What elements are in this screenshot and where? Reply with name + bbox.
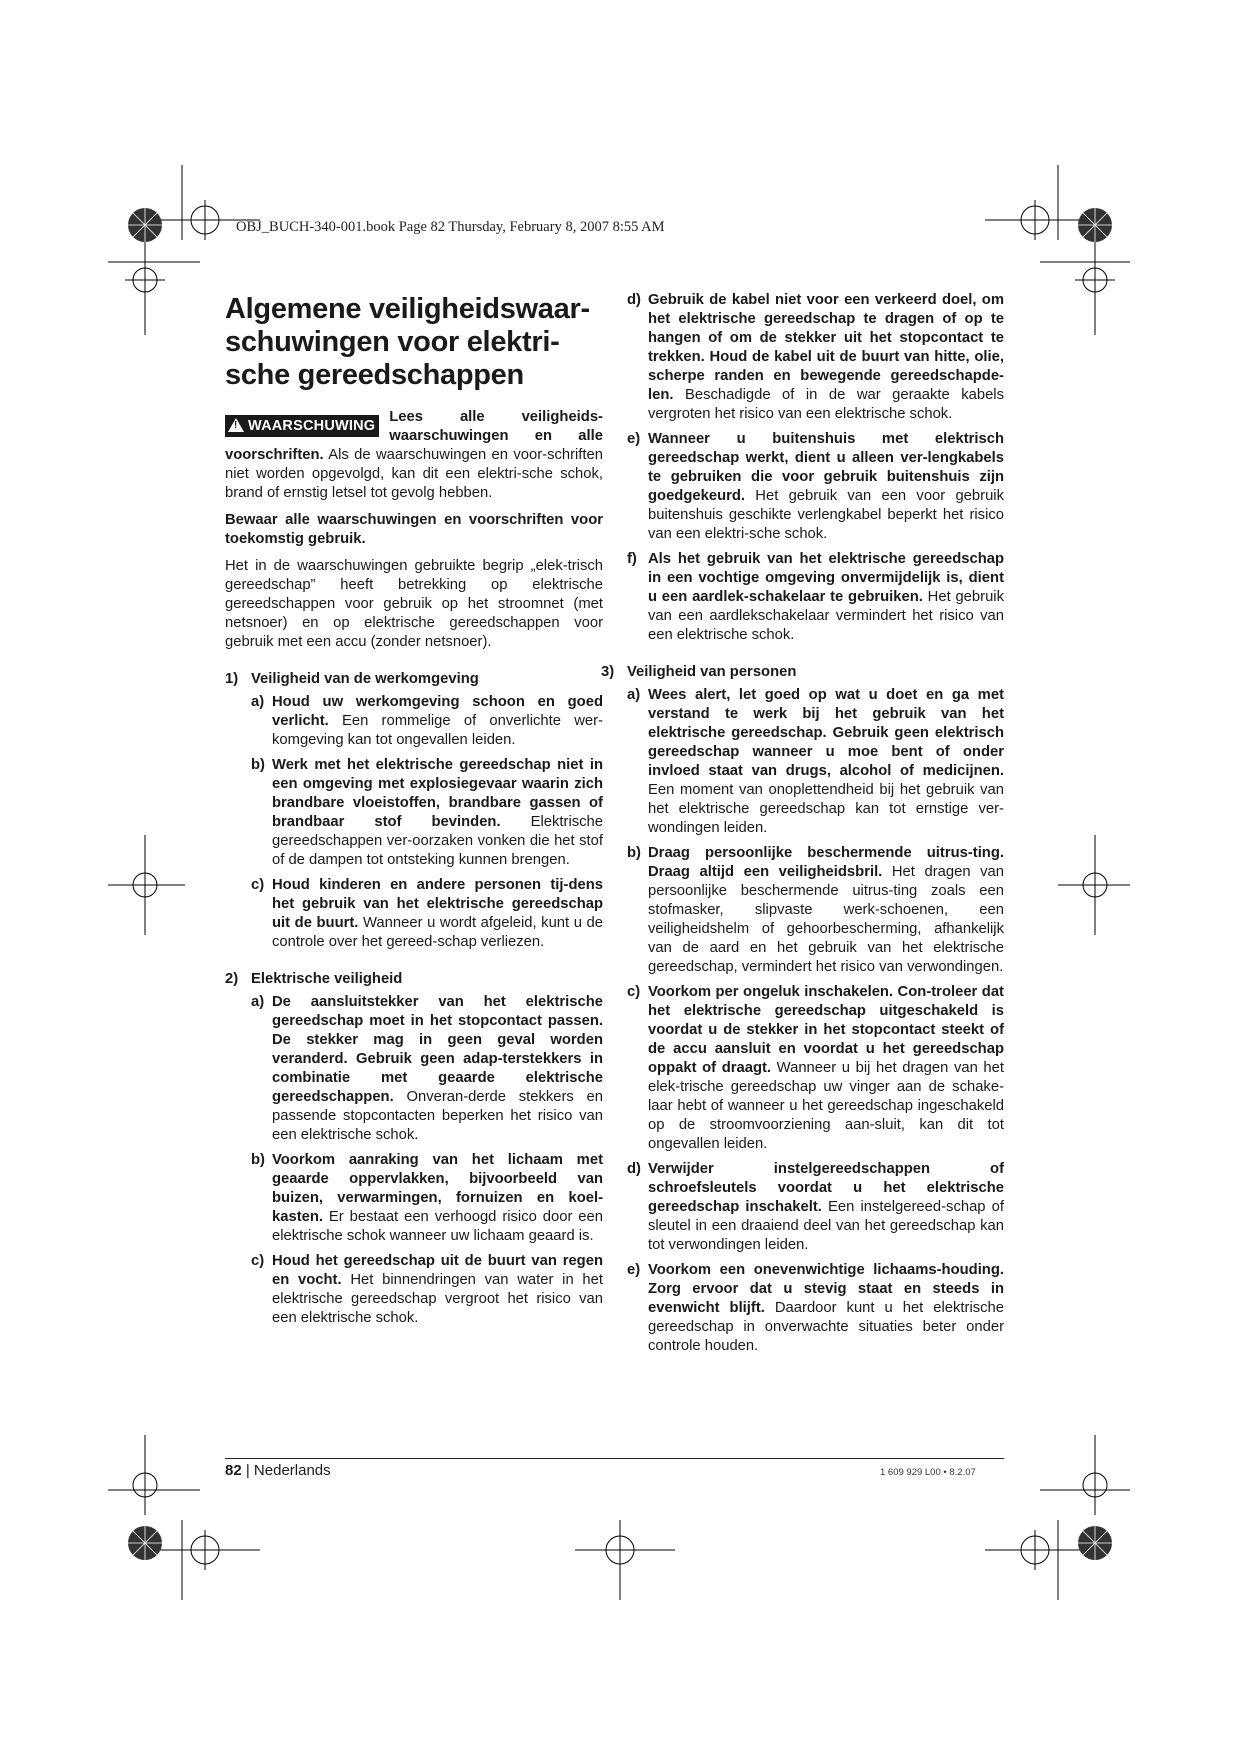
- item-text: Het binnendringen van water in het elektrische gereedschap vergroot het risico van een elektrische schok.: [272, 1272, 603, 1326]
- item-bold: Voorkom per ongeluk inschakelen. Con-troleer dat het elektrische gereedschap uitgeschakeld is voordat u de stekker in het stopcontact steekt of de accu aansluit en voordat u het gereedschap oppakt of draagt.: [648, 984, 1004, 1076]
- item-letter: b): [251, 1152, 265, 1168]
- list-item: [251, 693, 603, 750]
- section-number: 3): [601, 664, 615, 680]
- item-letter: a): [627, 687, 641, 703]
- item-text: Wanneer u bij het dragen van het elek-trische gereedschap uw vinger aan de schake-laar hebt of wanneer u het gereedschap ingeschakeld op de stroomvoorziening aan-sluit, kan dit tot ongevallen leiden.: [648, 1060, 1004, 1152]
- warning-block: [225, 408, 603, 511]
- section-title: Elektrische veiligheid: [251, 971, 403, 987]
- item-letter: c): [251, 877, 265, 893]
- section-heading-3: [601, 663, 1004, 682]
- intro-paragraph: Het in de waarschuwingen gebruikte begrip „elek-trisch gereedschap” heeft betrekking op elektrische gereedschappen voor gebruik op het stroomnet (met netsnoer) en op elektrische gereedschappen voor gebruik met een accu (zonder netsnoer).: [225, 558, 603, 650]
- list-item: [251, 876, 603, 952]
- item-text: Elektrische gereedschappen ver-oorzaken vonken die het stof of de dampen tot ontsteking kunnen brengen.: [272, 814, 603, 868]
- keep-notice: Bewaar alle waarschuwingen en voorschriften voor toekomstig gebruik.: [225, 512, 603, 547]
- item-letter: c): [627, 984, 641, 1000]
- warning-triangle-icon: !: [228, 418, 244, 432]
- item-bold: Voorkom aanraking van het lichaam met geaarde oppervlakken, bijvoorbeeld van buizen, verwarmingen, fornuizen en koel-kasten.: [272, 1152, 603, 1225]
- item-bold: Houd het gereedschap uit de buurt van regen en vocht.: [272, 1253, 603, 1288]
- footer-doc-code: 1 609 929 L00 • 8.2.07: [880, 1467, 976, 1478]
- list-item: [627, 1160, 1004, 1255]
- list-item: [627, 550, 1004, 645]
- item-text: Daardoor kunt u het elektrische gereedschap in onverwachte situaties beter onder controle houden.: [648, 1300, 1004, 1354]
- item-text: Beschadigde of in de war geraakte kabels vergroten het risico van een elektrische schok.: [648, 387, 1004, 422]
- left-column: [225, 293, 603, 1334]
- footer-language: Nederlands: [253, 1462, 331, 1479]
- item-bold: Als het gebruik van het elektrische gereedschap in een vochtige omgeving onvermijdelijk is, dient u een aardlek-schakelaar te gebruiken.: [648, 551, 1004, 605]
- item-text: Onveran-derde stekkers en passende stopcontacten beperken het risico van een elektrische schok.: [272, 1089, 603, 1143]
- list-item: [251, 756, 603, 870]
- list-item: [627, 1261, 1004, 1356]
- list-item: [627, 686, 1004, 838]
- item-bold: Verwijder instelgereedschappen of schroefsleutels voordat u het elektrische gereedschap inschakelt.: [648, 1161, 1004, 1215]
- item-letter: b): [627, 845, 641, 861]
- list-item: [627, 844, 1004, 977]
- item-text: Wanneer u wordt afgeleid, kunt u de controle over het gereed-schap verliezen.: [272, 915, 603, 950]
- item-letter: f): [627, 551, 637, 567]
- item-bold: Gebruik de kabel niet voor een verkeerd doel, om het elektrische gereedschap te dragen of op te hangen of om de stekker uit het stopcontact te trekken. Houd de kabel uit de buurt van hitte, olie, scherpe randen en bewegende gereedschapde-len.: [648, 292, 1004, 403]
- section-heading-2: [225, 970, 603, 989]
- list-item: [627, 430, 1004, 544]
- item-bold: De aansluitstekker van het elektrische gereedschap moet in het stopcontact passen. De stekker mag in geen geval worden veranderd. Gebruik geen adap-terstekkers in combinatie met geaarde elektrische gereedschappen.: [272, 994, 603, 1105]
- item-letter: e): [627, 431, 641, 447]
- warning-badge-label: WAARSCHUWING: [248, 418, 376, 434]
- section-heading-1: [225, 670, 603, 689]
- warning-lead: Lees alle veiligheids-waarschuwingen en alle voorschriften.: [225, 409, 603, 463]
- warning-text: Als de waarschuwingen en voor-schriften niet worden opgevolgd, kan dit een elektri-sche schok, brand of ernstig letsel tot gevolg hebben.: [225, 447, 603, 501]
- footer-rule: [225, 1458, 1004, 1459]
- print-header: OBJ_BUCH-340-001.book Page 82 Thursday, February 8, 2007 8:55 AM: [236, 219, 665, 235]
- item-letter: d): [627, 1161, 641, 1177]
- item-bold: Houd uw werkomgeving schoon en goed verlicht.: [272, 694, 603, 729]
- item-bold: Houd kinderen en andere personen tij-dens het gebruik van het elektrische gereedschap uit de buurt.: [272, 877, 603, 931]
- list-item: [627, 291, 1004, 424]
- item-bold: Werk met het elektrische gereedschap niet in een omgeving met explosiegevaar waarin zich brandbare vloeistoffen, brandbare gassen of brandbaar stof bevinden.: [272, 757, 603, 830]
- list-item: [627, 983, 1004, 1154]
- footer-page-label: [225, 1462, 331, 1479]
- section-number: 2): [225, 971, 239, 987]
- right-column: [601, 291, 1004, 1362]
- item-bold: Wanneer u buitenshuis met elektrisch gereedschap werkt, dient u alleen ver-lengkabels te gebruiken die voor gebruik buitenshuis zijn goedgekeurd.: [648, 431, 1004, 504]
- item-text: Een rommelige of onverlichte wer-komgeving kan tot ongevallen leiden.: [272, 713, 603, 748]
- item-text: Het gebruik van een aardlekschakelaar vermindert het risico van een elektrische schok.: [648, 589, 1004, 643]
- item-text: Er bestaat een verhoogd risico door een elektrische schok wanneer uw lichaam geaard is.: [272, 1209, 603, 1244]
- item-bold: Wees alert, let goed op wat u doet en ga met verstand te werk bij het gebruik van het elektrische gereedschap. Gebruik geen elektrisch gereedschap wanneer u moe bent of onder invloed staat van drugs, alcohol of medicijnen.: [648, 687, 1004, 779]
- item-text: Het dragen van persoonlijke beschermende uitrus-ting zoals een stofmasker, slipvaste werk-schoenen, een veiligheidshelm of gehoorbescherming, afhankelijk van de aard en het gebruik van het elektrische gereedschap, vermindert het risico van verwondingen.: [648, 864, 1004, 975]
- item-letter: e): [627, 1262, 641, 1278]
- item-text: Het gebruik van een voor gebruik buitenshuis geschikte verlengkabel beperkt het risico van een elektri-sche schok.: [648, 488, 1004, 542]
- section-number: 1): [225, 671, 239, 687]
- item-bold: Draag persoonlijke beschermende uitrus-ting. Draag altijd een veiligheidsbril.: [648, 845, 1004, 880]
- item-text: Een moment van onoplettendheid bij het gebruik van het elektrische gereedschap kan tot ernstige ver-wondingen leiden.: [648, 782, 1004, 836]
- section-title: Veiligheid van de werkomgeving: [251, 671, 479, 687]
- item-letter: a): [251, 994, 265, 1010]
- item-letter: d): [627, 292, 641, 308]
- list-item: [251, 1252, 603, 1328]
- list-item: [251, 1151, 603, 1246]
- footer-separator: |: [241, 1462, 254, 1479]
- item-bold: Voorkom een onevenwichtige lichaams-houding. Zorg ervoor dat u stevig staat en steeds in evenwicht blijft.: [648, 1262, 1004, 1316]
- item-text: Een instelgereed-schap of sleutel in een draaiend deel van het gereedschap kan tot verwondingen leiden.: [648, 1199, 1004, 1253]
- warning-badge: [225, 415, 379, 437]
- list-item: [251, 993, 603, 1145]
- item-letter: c): [251, 1253, 265, 1269]
- item-letter: b): [251, 757, 265, 773]
- page-number: 82: [225, 1462, 242, 1479]
- section-title: Veiligheid van personen: [627, 664, 797, 680]
- item-letter: a): [251, 694, 265, 710]
- page-title: Algemene veiligheidswaar-schuwingen voor elektri-sche gereedschappen: [225, 293, 590, 391]
